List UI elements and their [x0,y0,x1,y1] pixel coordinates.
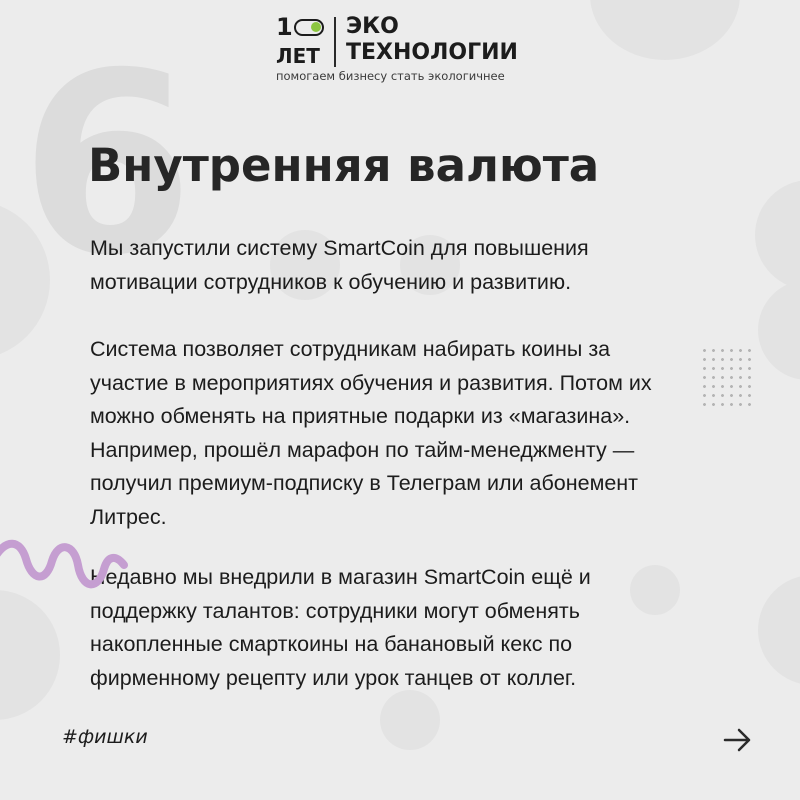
paragraph-line: мотивации сотрудников к обучению и развитию. [90,269,572,294]
bg-circle [758,575,800,685]
brand-line-2: ТЕХНОЛОГИИ [346,40,518,65]
paragraph-line: участие в мероприятиях обучения и развития. Потом их [90,370,652,395]
paragraph-line: Литрес. [90,504,167,529]
logo [276,14,546,86]
paragraph-line: накопленные смарткоины на банановый кекс по [90,632,573,656]
years-unit: ЛЕТ [276,44,320,68]
brand-name [346,14,518,66]
toggle-icon [294,19,324,36]
brand-line-1: ЭКО [346,14,399,39]
squiggle-decoration [0,535,140,615]
anniversary-badge [276,14,332,68]
arrow-right-icon[interactable] [722,726,754,754]
paragraph-line: поддержку талантов: сотрудники могут обменять [90,598,580,623]
paragraph-3 [90,561,730,695]
bg-circle [755,180,800,290]
background-number: 6 [20,19,194,310]
paragraph-1 [90,232,730,299]
paragraph-line: Система позволяет сотрудникам набирать коины за [90,337,611,361]
paragraph-line: можно обменять на приятные подарки из «магазина». [90,404,631,428]
bg-circle [590,0,740,60]
years-number: 1 [276,13,293,41]
page-title: Внутренняя валюта [88,139,600,192]
bg-circle [758,280,800,380]
paragraph-2 [90,333,730,534]
logo-divider [334,17,336,67]
paragraph-line: Например, прошёл марафон по тайм-менеджменту — [90,437,635,462]
brand-tagline: помогаем бизнесу стать экологичнее [276,69,505,83]
paragraph-line: получил премиум-подписку в Телеграм или абонемент [90,471,639,495]
hashtag: #фишки [62,726,148,748]
paragraph-line: фирменному рецепту или урок танцев от коллег. [90,665,577,690]
paragraph-line: Мы запустили систему SmartCoin для повышения [90,236,589,260]
paragraph-line: Недавно мы внедрили в магазин SmartCoin ещё и [90,565,591,589]
bg-circle [380,690,440,750]
